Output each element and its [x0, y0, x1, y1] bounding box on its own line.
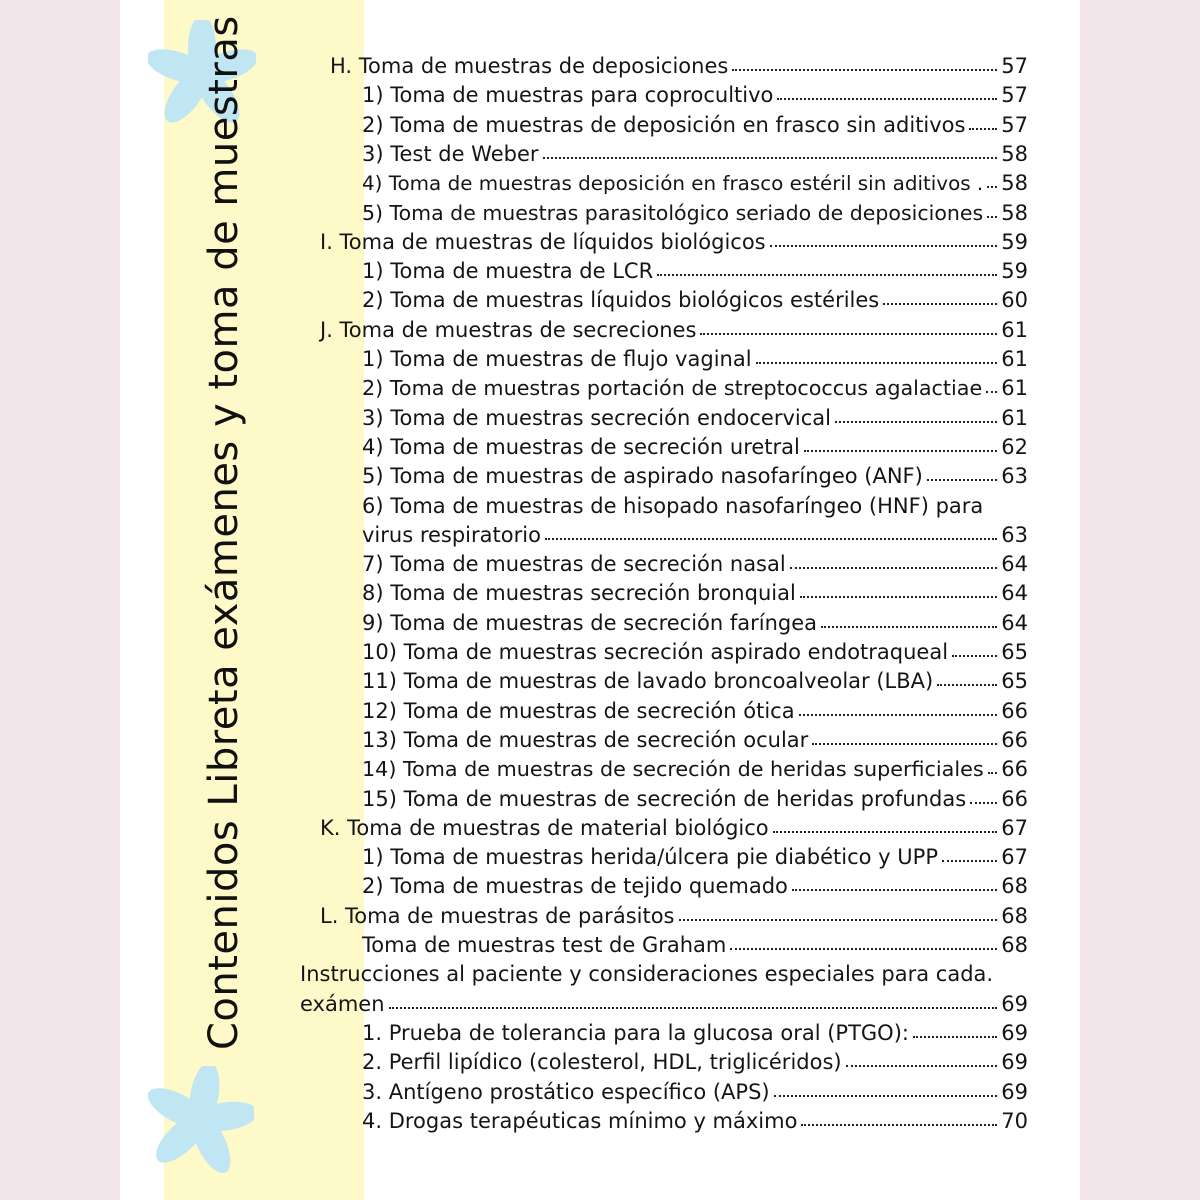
toc-page-number: 60: [1001, 288, 1028, 313]
dot-leader: [913, 1032, 997, 1038]
toc-page-number: 59: [1001, 229, 1028, 254]
toc-entry-text: 1) Toma de muestras herida/úlcera pie diabético y UPP: [362, 845, 938, 870]
toc-entry-text: Toma de muestras test de Graham: [362, 933, 727, 957]
dot-leader: [543, 153, 998, 159]
toc-entry-text: 12) Toma de muestras de secreción ótica: [362, 698, 795, 723]
toc-entry[interactable]: [320, 902, 1028, 931]
toc-page-number: 68: [1001, 874, 1028, 899]
toc-entry-text: H. Toma de muestras de deposiciones: [330, 54, 729, 78]
dot-leader: [773, 827, 998, 833]
dot-leader: [799, 710, 998, 716]
toc-entry[interactable]: [362, 433, 1028, 462]
toc-entry-text: 5) Toma de muestras parasitológico seriado de deposiciones: [362, 200, 984, 225]
toc-entry[interactable]: [362, 667, 1028, 696]
toc-entry[interactable]: [362, 169, 1028, 198]
toc-page-number: 63: [1001, 464, 1028, 489]
toc-entry[interactable]: [320, 814, 1028, 843]
dot-leader: [846, 1061, 998, 1067]
toc-entry[interactable]: [362, 579, 1028, 608]
toc-page-number: 67: [1001, 815, 1028, 840]
dot-leader: [804, 446, 997, 452]
toc-entry-text: 1. Prueba de tolerancia para la glucosa oral (PTGO):: [362, 1020, 909, 1045]
toc-entry-text: 2. Perfil lipídico (colesterol, HDL, triglicéridos): [362, 1050, 842, 1075]
toc-page-number: 59: [1001, 259, 1028, 284]
toc-entry[interactable]: [362, 374, 1028, 403]
toc-entry-text: exámen: [300, 991, 385, 1016]
toc-entry[interactable]: [362, 199, 1028, 228]
toc-entry-text: 3) Test de Weber: [362, 141, 539, 166]
toc-page-number: 62: [1001, 434, 1028, 459]
toc-entry-text: 4) Toma de muestras deposición en frasco estéril sin aditivos .: [362, 172, 984, 196]
dot-leader: [937, 680, 997, 686]
toc-entry-text: 15) Toma de muestras de secreción de heridas profundas: [362, 786, 967, 811]
toc-entry-text: virus respiratorio: [362, 522, 541, 547]
toc-entry-text: 1) Toma de muestras para coprocultivo: [362, 83, 774, 108]
toc-entry-text: 4. Drogas terapéuticas mínimo y máximo: [362, 1108, 798, 1133]
dot-leader: [545, 534, 997, 540]
dot-leader: [969, 124, 997, 130]
toc-entry[interactable]: [362, 286, 1028, 315]
toc-page-number: 66: [1001, 786, 1028, 811]
toc-page-number: 64: [1001, 552, 1028, 577]
toc-page-number: 69: [1001, 1079, 1028, 1104]
dot-leader: [790, 563, 998, 569]
toc-page-number: 66: [1001, 727, 1028, 752]
toc-entry[interactable]: [362, 697, 1028, 726]
toc-entry-text: 2) Toma de muestras de deposición en frasco sin aditivos: [362, 112, 966, 137]
toc-page-number: 63: [1001, 522, 1028, 547]
toc-entry[interactable]: [362, 1048, 1028, 1077]
toc-entry-text: 2) Toma de muestras de tejido quemado: [362, 874, 788, 899]
spine-title: Contenidos Libreta exámenes y toma de muestras: [201, 15, 247, 1050]
toc-page-number: 57: [1001, 54, 1028, 78]
toc-entry-text: L. Toma de muestras de parásitos: [320, 903, 675, 928]
toc-entry-text: Instrucciones al paciente y consideraciones especiales para cada.: [300, 962, 994, 987]
toc-page-number: 58: [1001, 200, 1028, 225]
dot-leader: [800, 592, 997, 598]
toc-entry-text: 5) Toma de muestras de aspirado nasofaríngeo (ANF): [362, 464, 923, 489]
toc-entry[interactable]: [300, 990, 1028, 1019]
toc-entry-text: 2) Toma de muestras líquidos biológicos estériles: [362, 288, 880, 313]
dot-leader: [389, 1003, 998, 1009]
dot-leader: [952, 651, 997, 657]
dot-leader: [756, 358, 998, 364]
toc-page-number: 70: [1001, 1108, 1028, 1133]
toc-entry-text: 1) Toma de muestras de flujo vaginal: [362, 347, 752, 371]
toc-entry-text: 6) Toma de muestras de hisopado nasofaríngeo (HNF) para: [362, 493, 984, 518]
toc-entry[interactable]: [362, 785, 1028, 814]
toc-page-number: 61: [1001, 347, 1028, 371]
dot-leader: [770, 241, 998, 247]
toc-page-number: 58: [1001, 171, 1028, 196]
dot-leader: [988, 768, 998, 774]
toc-entry-text: 13) Toma de muestras de secreción ocular: [362, 727, 809, 752]
toc-page-number: 69: [1001, 1050, 1028, 1075]
toc-page-number: 58: [1001, 141, 1028, 166]
toc-entry-text: 7) Toma de muestras de secreción nasal: [362, 552, 786, 577]
toc-page-number: 65: [1001, 669, 1028, 694]
toc-entry[interactable]: [362, 1078, 1028, 1107]
toc-entry[interactable]: [362, 140, 1028, 169]
dot-leader: [777, 94, 997, 100]
toc-entry[interactable]: [320, 228, 1028, 257]
dot-leader: [657, 270, 997, 276]
toc-entry[interactable]: [362, 550, 1028, 579]
toc-entry[interactable]: [362, 638, 1028, 667]
dot-leader: [732, 65, 997, 71]
toc-page-number: 61: [1001, 317, 1028, 342]
toc-entry-text: K. Toma de muestras de material biológico: [320, 815, 769, 840]
toc-entry[interactable]: [362, 257, 1028, 286]
toc-entry-text: 14) Toma de muestras de secreción de heridas superficiales: [362, 757, 984, 782]
dot-leader: [942, 856, 997, 862]
toc-page-number: 67: [1001, 845, 1028, 870]
toc-page-number: 61: [1001, 376, 1028, 401]
toc-entry[interactable]: [330, 52, 1028, 81]
toc-page-number: 68: [1001, 933, 1028, 957]
toc-entry[interactable]: [362, 843, 1028, 872]
toc-entry-text: 10) Toma de muestras secreción aspirado endotraqueal: [362, 640, 949, 664]
toc-entry[interactable]: [320, 316, 1028, 345]
toc-page-number: 64: [1001, 581, 1028, 606]
toc-entry[interactable]: [362, 111, 1028, 140]
dot-leader: [792, 885, 997, 891]
toc-entry[interactable]: [362, 609, 1028, 638]
toc-entry[interactable]: [362, 521, 1028, 550]
toc-entry[interactable]: [362, 1019, 1028, 1048]
toc-page-number: 65: [1001, 640, 1028, 664]
toc-entry-text: I. Toma de muestras de líquidos biológicos: [320, 229, 766, 254]
toc-entry[interactable]: [362, 872, 1028, 901]
toc-page-number: 68: [1001, 903, 1028, 928]
toc-page-number: 57: [1001, 112, 1028, 137]
dot-leader: [987, 182, 997, 188]
dot-leader: [927, 475, 997, 481]
toc-entry[interactable]: [362, 755, 1028, 784]
toc-entry-text: 1) Toma de muestra de LCR: [362, 259, 654, 284]
spine-band: [164, 0, 364, 1200]
toc-entry[interactable]: [362, 345, 1028, 374]
toc-entry[interactable]: [362, 1107, 1028, 1136]
toc-page-number: 69: [1001, 991, 1028, 1016]
toc-entry[interactable]: [362, 726, 1028, 755]
toc-page-number: 61: [1001, 405, 1028, 430]
dot-leader: [774, 1091, 998, 1097]
dot-leader: [812, 739, 997, 745]
toc-entry-text: 11) Toma de muestras de lavado broncoalveolar (LBA): [362, 669, 934, 694]
toc-entry-text: 3) Toma de muestras secreción endocervical: [362, 405, 831, 430]
dot-leader: [970, 798, 997, 804]
toc-entry-text: J. Toma de muestras de secreciones: [320, 317, 697, 342]
dot-leader: [883, 299, 997, 305]
flower-icon: [146, 1066, 254, 1174]
toc-entry-text: 2) Toma de muestras portación de streptococcus agalactiae: [362, 376, 983, 401]
toc-entry[interactable]: [362, 462, 1028, 491]
toc-page-number: 66: [1001, 698, 1028, 723]
dot-leader: [801, 1120, 997, 1126]
dot-leader: [679, 915, 998, 921]
toc-page-number: 64: [1001, 610, 1028, 635]
toc-entry-text: 8) Toma de muestras secreción bronquial: [362, 581, 796, 606]
dot-leader: [821, 622, 997, 628]
toc-entry[interactable]: [362, 404, 1028, 433]
toc-entry[interactable]: [362, 931, 1028, 960]
dot-leader: [730, 944, 997, 950]
toc-entry-text: 3. Antígeno prostático específico (APS): [362, 1079, 770, 1104]
dot-leader: [700, 329, 997, 335]
toc-entry[interactable]: [362, 81, 1028, 110]
toc-entry-text: 4) Toma de muestras de secreción uretral: [362, 434, 800, 459]
dot-leader: [987, 212, 997, 218]
toc-entry-text: 9) Toma de muestras de secreción faríngea: [362, 610, 818, 635]
toc-page-number: 66: [1001, 757, 1028, 782]
toc-page-number: 69: [1001, 1020, 1028, 1045]
dot-leader: [986, 387, 997, 393]
toc-page-number: 57: [1001, 83, 1028, 108]
dot-leader: [835, 417, 997, 423]
